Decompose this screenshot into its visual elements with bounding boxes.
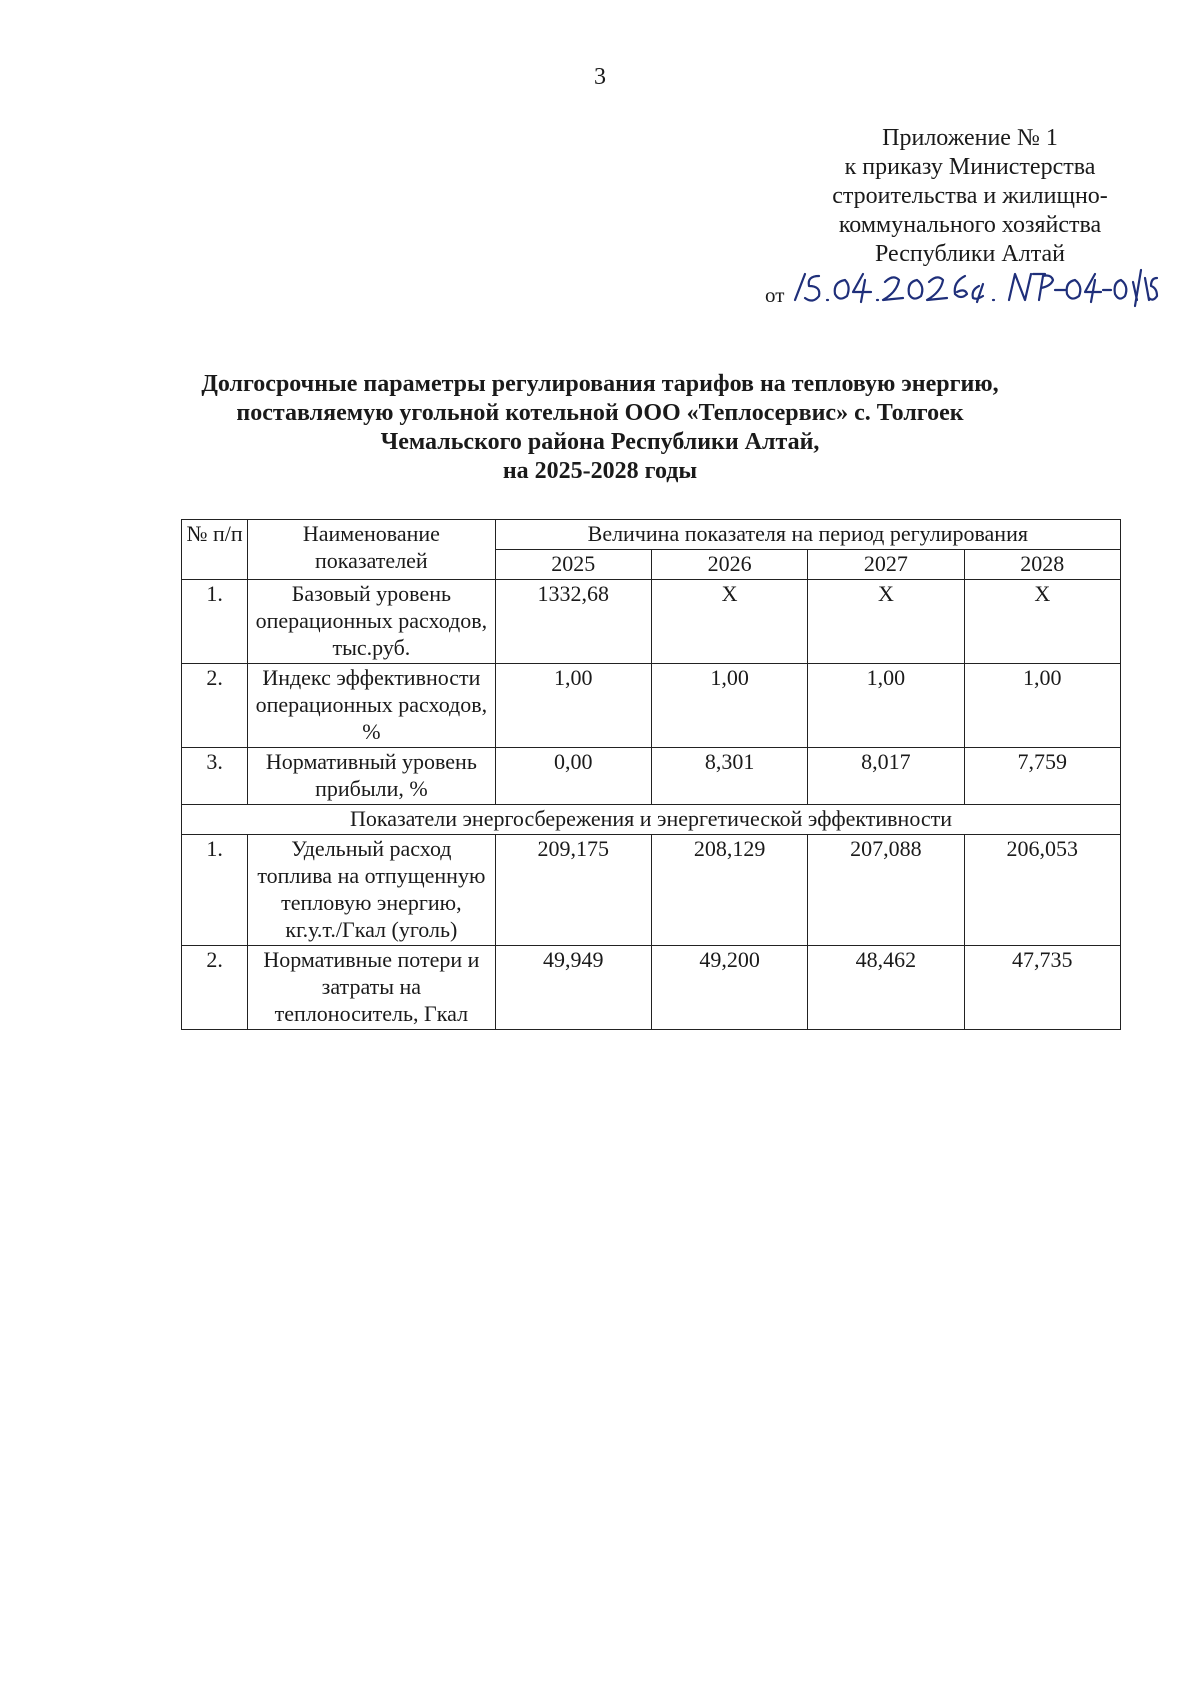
- row-value: 209,175: [495, 835, 651, 946]
- row-value: 48,462: [808, 946, 964, 1030]
- title-line: Долгосрочные параметры регулирования тарифов на тепловую энергию,: [201, 371, 999, 397]
- row-name: Индекс эффективности операционных расходов, %: [248, 664, 496, 748]
- annex-line: Республики Алтай: [875, 241, 1065, 267]
- header-value-group: Величина показателя на период регулирования: [495, 520, 1120, 550]
- row-value: 49,200: [651, 946, 807, 1030]
- table-header-row: [182, 520, 1121, 550]
- header-year: 2025: [495, 550, 651, 580]
- row-value: 1,00: [651, 664, 807, 748]
- row-value: 1332,68: [495, 580, 651, 664]
- row-num: 3.: [182, 748, 248, 805]
- row-value: Х: [651, 580, 807, 664]
- table-row: [182, 580, 1121, 664]
- table-row: [182, 946, 1121, 1030]
- row-value: Х: [808, 580, 964, 664]
- row-value: Х: [964, 580, 1120, 664]
- handwritten-date-signature: [765, 266, 1161, 310]
- annex-line: к приказу Министерства: [844, 154, 1096, 180]
- row-num: 2.: [182, 664, 248, 748]
- row-name: Удельный расход топлива на отпущенную тепловую энергию, кг.у.т./Гкал (уголь): [248, 835, 496, 946]
- row-value: 49,949: [495, 946, 651, 1030]
- row-value: 208,129: [651, 835, 807, 946]
- row-value: 1,00: [964, 664, 1120, 748]
- table-row: [182, 748, 1121, 805]
- row-name: Нормативные потери и затраты на теплоноситель, Гкал: [248, 946, 496, 1030]
- row-value: 8,301: [651, 748, 807, 805]
- annex-block: [790, 124, 1150, 269]
- title-line: поставляемую угольной котельной ООО «Теплосервис» с. Толгоек: [236, 400, 964, 426]
- row-value: 206,053: [964, 835, 1120, 946]
- date-prefix: от: [765, 283, 785, 307]
- title-line: Чемальского района Республики Алтай,: [380, 429, 820, 455]
- page-number: 3: [594, 64, 606, 90]
- section-header-row: [182, 805, 1121, 835]
- table-row: [182, 664, 1121, 748]
- row-num: 2.: [182, 946, 248, 1030]
- annex-line: коммунального хозяйства: [838, 212, 1102, 238]
- row-name: Базовый уровень операционных расходов, тыс.руб.: [248, 580, 496, 664]
- annex-line: строительства и жилищно-: [832, 183, 1108, 209]
- row-value: 1,00: [808, 664, 964, 748]
- header-name: Наименование показателей: [248, 520, 496, 580]
- header-year: 2026: [651, 550, 807, 580]
- table-row: [182, 835, 1121, 946]
- row-num: 1.: [182, 835, 248, 946]
- row-name: Нормативный уровень прибыли, %: [248, 748, 496, 805]
- header-num: № п/п: [182, 520, 248, 580]
- header-year: 2027: [808, 550, 964, 580]
- row-value: 1,00: [495, 664, 651, 748]
- row-value: 8,017: [808, 748, 964, 805]
- tariff-parameters-table: [181, 519, 1121, 1030]
- row-value: 7,759: [964, 748, 1120, 805]
- document-title: [180, 370, 1020, 486]
- handwritten-date-image: [789, 266, 1161, 310]
- row-value: 207,088: [808, 835, 964, 946]
- title-line: на 2025-2028 годы: [502, 458, 698, 484]
- section-title: Показатели энергосбережения и энергетической эффективности: [182, 805, 1121, 835]
- row-value: 0,00: [495, 748, 651, 805]
- annex-line: Приложение № 1: [882, 125, 1058, 151]
- header-year: 2028: [964, 550, 1120, 580]
- row-num: 1.: [182, 580, 248, 664]
- row-value: 47,735: [964, 946, 1120, 1030]
